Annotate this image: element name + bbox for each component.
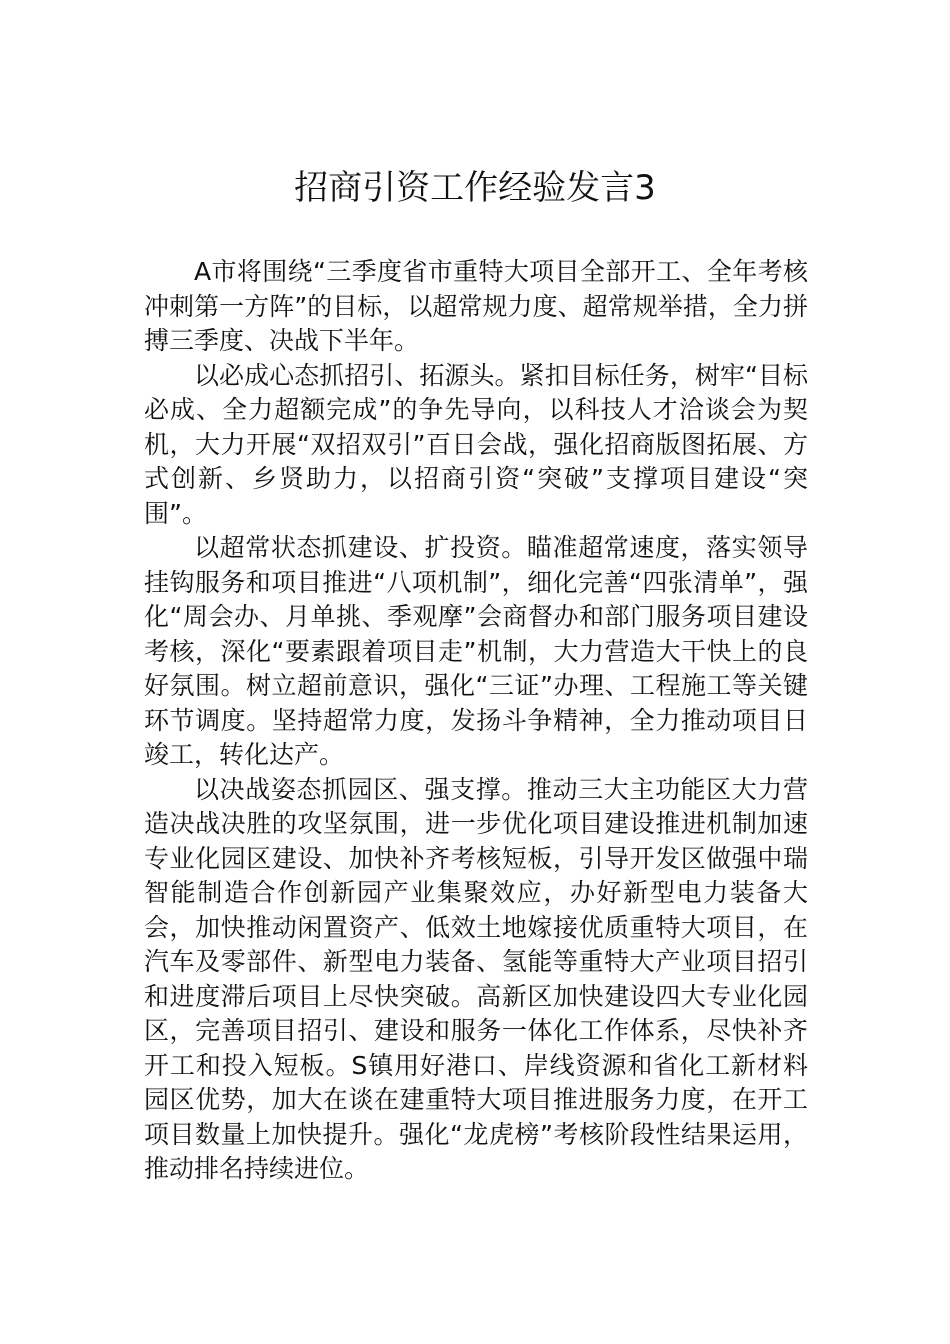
paragraph-investment: 以必成心态抓招引、拓源头。紧扣目标任务，树牢“目标必成、全力超额完成”的争先导向，以科技人才洽谈会为契机，大力开展“双招双引”百日会战，强化招商版图拓展、方式创新、乡贤助力，以招商引资“突破”支撑项目建设“突围”。 [144, 360, 808, 528]
paragraph-intro: A市将围绕“三季度省市重特大项目全部开工、全年考核冲刺第一方阵”的目标，以超常规力度、超常规举措，全力拼搏三季度、决战下半年。 [144, 257, 808, 355]
document-body [144, 255, 808, 1187]
paragraph-construction: 以超常状态抓建设、扩投资。瞄准超常速度，落实领导挂钩服务和项目推进“八项机制”，细化完善“四张清单”，强化“周会办、月单挑、季观摩”会商督办和部门服务项目建设考核，深化“要素跟着项目走”机制，大力营造大干快上的良好氛围。树立超前意识，强化“三证”办理、工程施工等关键环节调度。坚持超常力度，发扬斗争精神，全力推动项目日竣工，转化达产。 [144, 533, 808, 769]
document-title: 招商引资工作经验发言3 [294, 168, 656, 208]
paragraph-parks: 以决战姿态抓园区、强支撑。推动三大主功能区大力营造决战决胜的攻坚氛围，进一步优化项目建设推进机制加速专业化园区建设、加快补齐考核短板，引导开发区做强中瑞智能制造合作创新园产业集聚效应，办好新型电力装备大会，加快推动闲置资产、低效土地嫁接优质重特大项目，在汽车及零部件、新型电力装备、氢能等重特大产业项目招引和进度滞后项目上尽快突破。高新区加快建设四大专业化园区，完善项目招引、建设和服务一体化工作体系，尽快补齐开工和投入短板。S镇用好港口、岸线资源和省化工新材料园区优势，加大在谈在建重特大项目推进服务力度，在开工项目数量上加快提升。强化“龙虎榜”考核阶段性结果运用，推动排名持续进位。 [144, 774, 808, 1183]
